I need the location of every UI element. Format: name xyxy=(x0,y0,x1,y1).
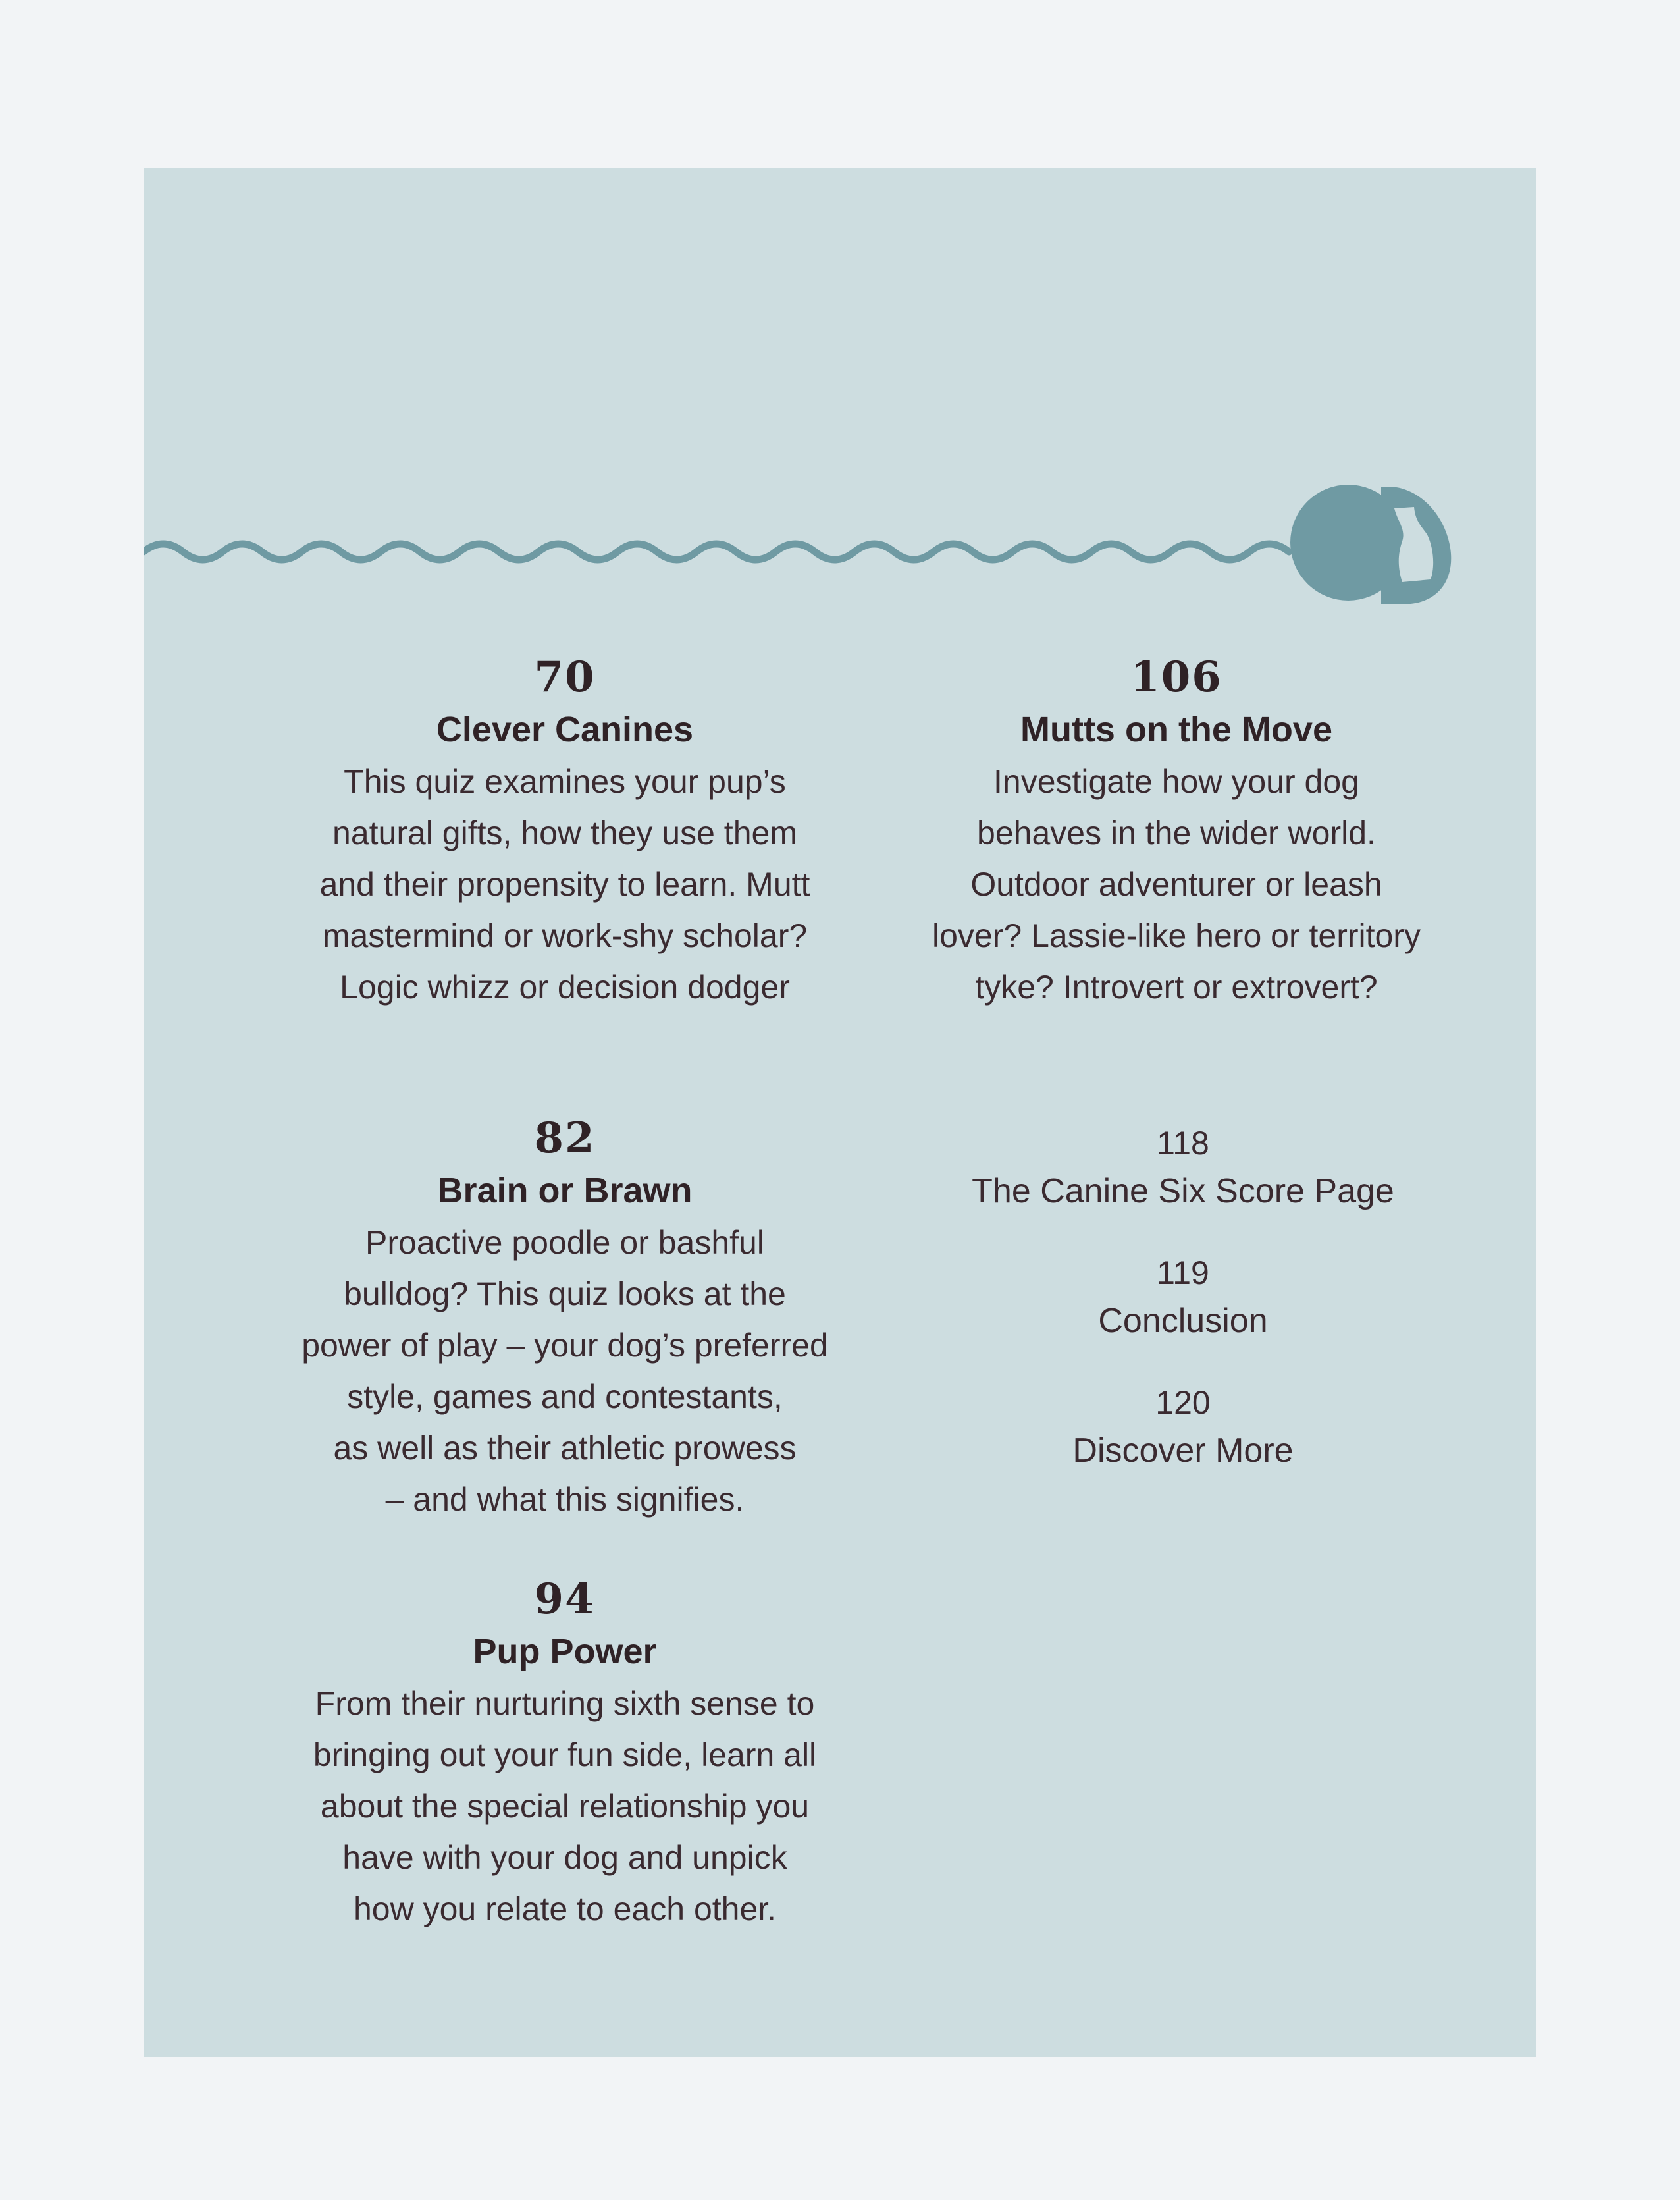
page-number: 94 xyxy=(534,1574,596,1624)
chapter-description: From their nurturing sixth sense to bringing out your fun side, learn all about the special relationship you have with your dog and unpick how you relate to each other. xyxy=(313,1685,817,1927)
chapter-title: Brain or Brawn xyxy=(437,1171,693,1210)
page-number: 106 xyxy=(1130,653,1222,702)
toc-entry-canine-six-score-page[interactable] xyxy=(854,1119,1512,1216)
chapter-description: Investigate how your dog behaves in the wider world. Outdoor adventurer or leash lover? Lassie-like hero or territory tyke? Introvert or extrovert? xyxy=(932,763,1421,1006)
chapter-description: Proactive poodle or bashful bulldog? This quiz looks at the power of play – your dog’s preferred style, games and contestants, as well as their athletic prowess – and what this signifies. xyxy=(302,1224,828,1518)
page-number: 70 xyxy=(534,653,596,702)
page-number: 82 xyxy=(534,1113,596,1163)
chapter-title: The Canine Six Score Page xyxy=(972,1172,1394,1210)
toc-entry-brain-or-brawn[interactable] xyxy=(236,1113,894,1525)
chapter-title: Pup Power xyxy=(473,1632,657,1671)
toc-entry-discover-more[interactable] xyxy=(854,1379,1512,1475)
page-number: 118 xyxy=(1157,1125,1209,1162)
leash-illustration xyxy=(144,469,1460,614)
chapter-title: Discover More xyxy=(1072,1432,1294,1470)
page-number: 120 xyxy=(1155,1384,1211,1421)
toc-entry-pup-power[interactable] xyxy=(236,1574,894,1935)
chapter-description: This quiz examines your pup’s natural gifts, how they use them and their propensity to learn. Mutt mastermind or work-shy scholar? Logic whizz or decision dodger xyxy=(319,763,810,1006)
chapter-title: Mutts on the Move xyxy=(1020,710,1332,749)
leash-cord-icon xyxy=(144,544,1289,560)
toc-entry-clever-canines[interactable] xyxy=(236,652,894,1013)
retractable-leash-icon xyxy=(1290,485,1451,604)
toc-entry-mutts-on-the-move[interactable] xyxy=(847,652,1506,1013)
page-number: 119 xyxy=(1157,1254,1209,1291)
chapter-title: Conclusion xyxy=(1098,1302,1268,1340)
chapter-title: Clever Canines xyxy=(436,710,694,749)
toc-entry-conclusion[interactable] xyxy=(854,1249,1512,1345)
